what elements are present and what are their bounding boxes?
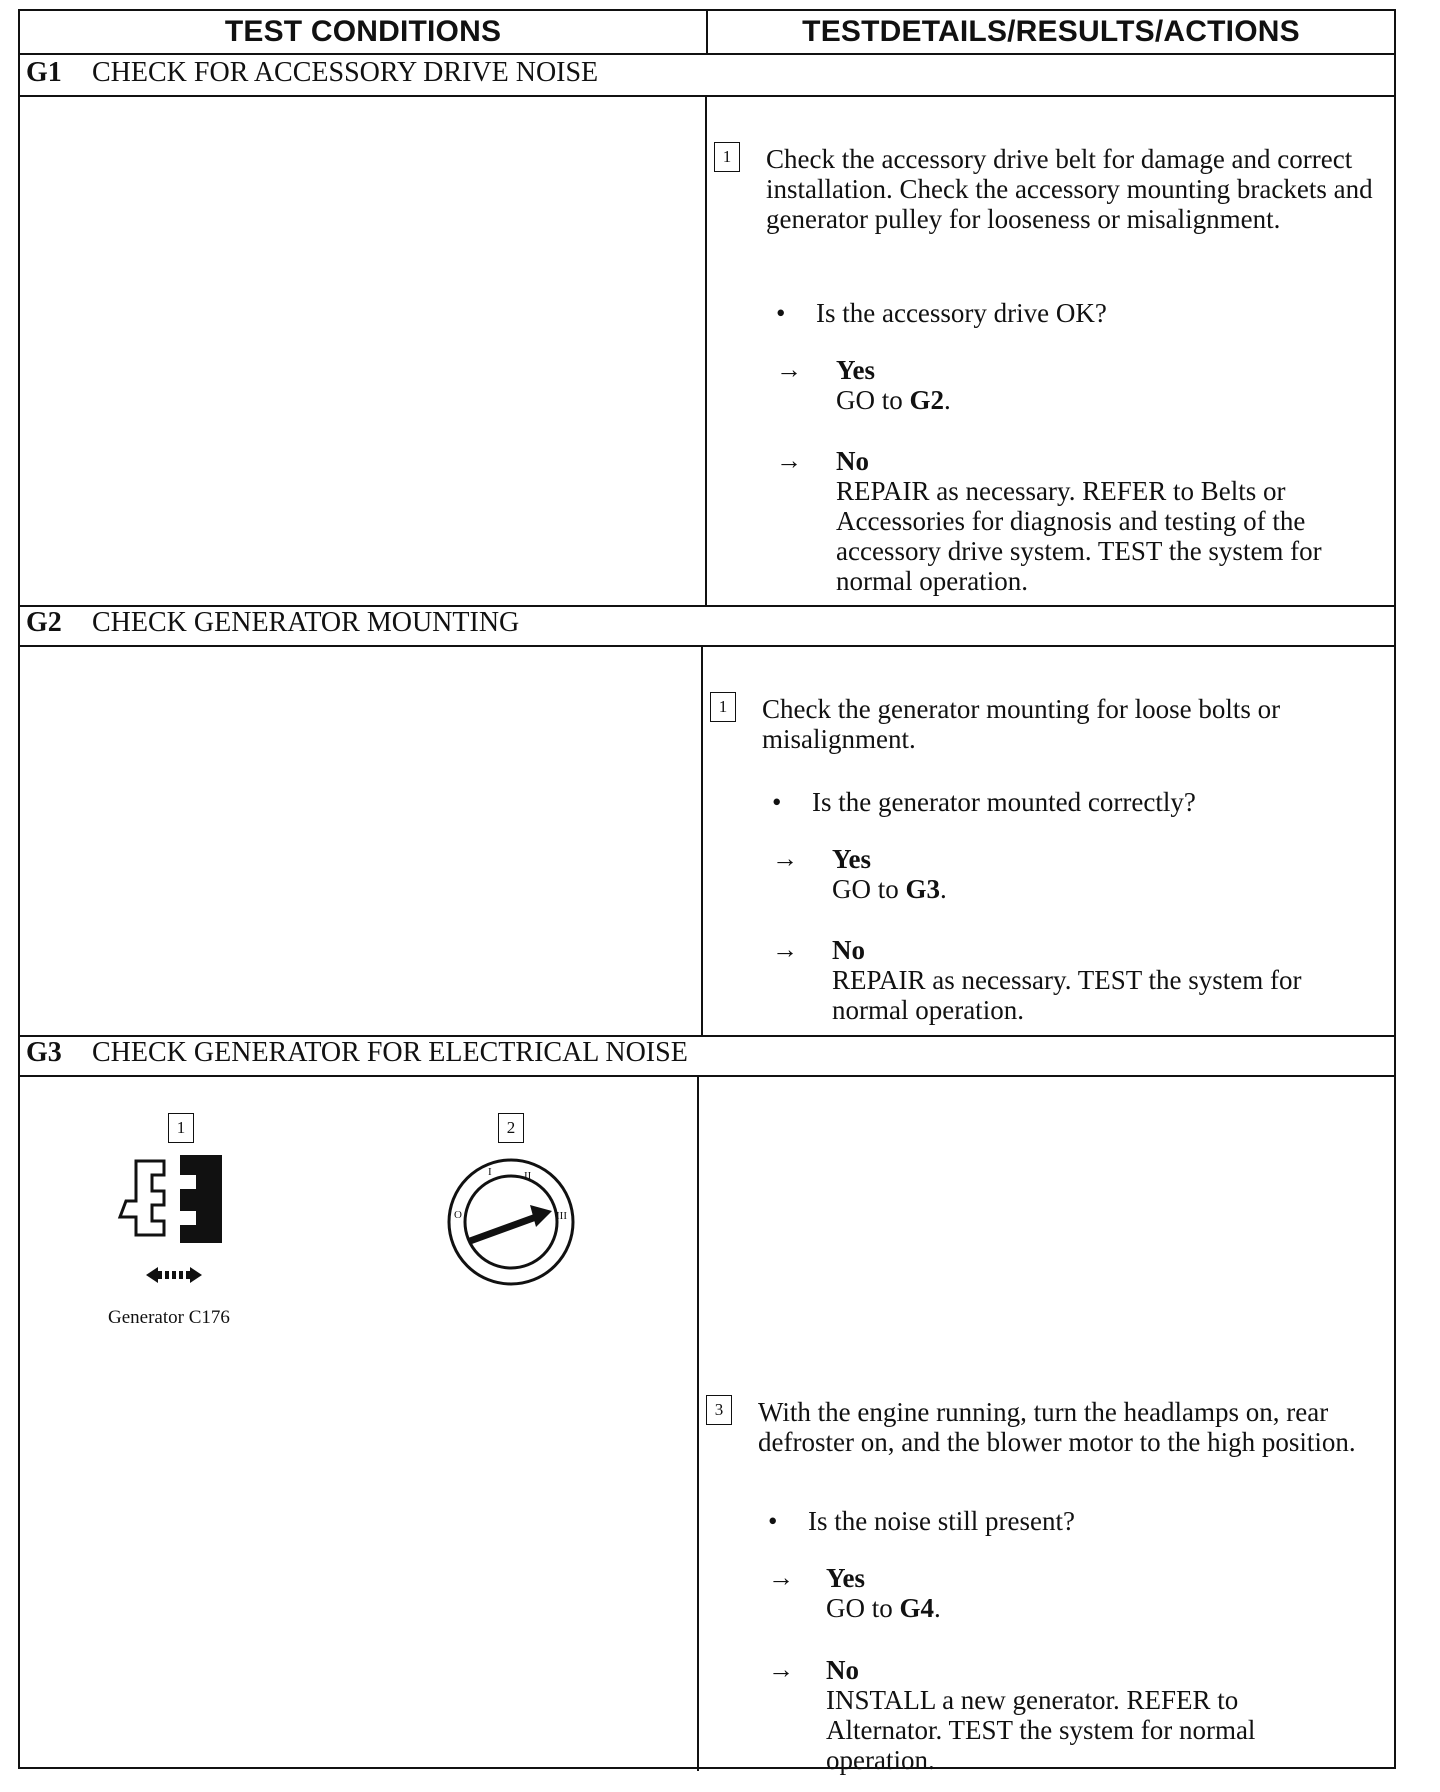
section-title-text: CHECK GENERATOR MOUNTING [92, 607, 520, 638]
no-text: REPAIR as necessary. REFER to Belts or Accessories for diagnosis and testing of the accessory drive system. TEST the system for normal operation. [836, 476, 1322, 596]
connector-icon [112, 1153, 272, 1293]
column-divider [701, 645, 703, 1035]
no-label: No [826, 1655, 859, 1685]
section-code: G3 [26, 1037, 62, 1068]
bullet-icon: • [776, 298, 786, 328]
header-test-conditions: TEST CONDITIONS [224, 15, 502, 48]
figure-number-box: 2 [498, 1113, 524, 1143]
question [776, 298, 1107, 329]
question [772, 787, 1196, 818]
header-test-details: TESTDETAILS/RESULTS/ACTIONS [802, 15, 1300, 48]
section-code: G1 [26, 57, 62, 88]
step-number-box: 3 [706, 1395, 732, 1425]
section-title-g2 [26, 607, 519, 639]
no-text-tail: . TEST the system for normal operation. [826, 1715, 1256, 1775]
answer-no [836, 446, 1366, 596]
test-table [18, 9, 1396, 1775]
divider [20, 1075, 1394, 1077]
arrow-right-icon: → [776, 355, 802, 384]
yes-target: G2 [909, 385, 945, 415]
yes-target: G4 [899, 1593, 935, 1623]
no-label: No [832, 935, 865, 965]
section-code: G2 [26, 607, 62, 638]
answer-yes: Yes GO to G3. [832, 844, 1352, 904]
ign-label-acc: I [488, 1166, 492, 1178]
no-text: REPAIR as necessary. TEST the system for normal operation. [832, 965, 1302, 1025]
yes-label: Yes [832, 844, 871, 874]
yes-text: GO to [836, 385, 903, 415]
yes-text: GO to [832, 874, 899, 904]
arrow-right-icon: → [772, 935, 798, 964]
question-text: Is the generator mounted correctly? [812, 787, 1196, 817]
question-text: Is the accessory drive OK? [816, 298, 1107, 328]
section-title-g1 [26, 57, 598, 89]
column-divider [697, 1075, 699, 1771]
step-instruction: With the engine running, turn the headlamps on, rear defroster on, and the blower motor to the high position. [758, 1397, 1356, 1457]
section-title-text: CHECK GENERATOR FOR ELECTRICAL NOISE [92, 1037, 688, 1068]
divider [20, 645, 1394, 647]
divider [20, 95, 1394, 97]
question-text: Is the noise still present? [808, 1506, 1075, 1536]
column-divider [705, 95, 707, 605]
arrow-right-icon: → [768, 1563, 794, 1592]
ign-label-run: II [524, 1170, 532, 1182]
yes-text: GO to [826, 1593, 893, 1623]
arrow-right-icon: → [776, 446, 802, 475]
arrow-right-icon: → [772, 844, 798, 873]
step-number-box: 1 [710, 692, 736, 722]
no-label: No [836, 446, 869, 476]
answer-no [826, 1655, 1346, 1775]
section-title-g3 [26, 1037, 688, 1069]
section-title-text: CHECK FOR ACCESSORY DRIVE NOISE [92, 57, 599, 88]
bullet-icon: • [772, 787, 782, 817]
column-divider [706, 11, 708, 53]
step-instruction: Check the accessory drive belt for damage and correct installation. Check the accessory mounting brackets and generator pulley for looseness or misalignment. [766, 144, 1373, 234]
yes-label: Yes [826, 1563, 865, 1593]
no-text-ref: Alternator [826, 1715, 936, 1745]
bullet-icon: • [768, 1506, 778, 1536]
yes-target: G3 [905, 874, 941, 904]
arrow-right-icon: → [768, 1655, 794, 1684]
answer-yes: Yes GO to G4. [826, 1563, 1346, 1623]
divider [20, 53, 1394, 55]
figure-number-box: 1 [168, 1113, 194, 1143]
answer-no [832, 935, 1372, 1025]
figure-caption: Generator C176 [108, 1307, 230, 1328]
yes-label: Yes [836, 355, 875, 385]
ignition-switch-icon [444, 1155, 578, 1289]
step-instruction: Check the generator mounting for loose bolts or misalignment. [762, 694, 1281, 754]
step-number-box: 1 [714, 142, 740, 172]
ign-label-start: III [556, 1210, 567, 1222]
question [768, 1506, 1075, 1537]
answer-yes: Yes GO to G2. [836, 355, 1356, 415]
ign-label-off: O [454, 1209, 462, 1221]
no-text: INSTALL a new generator. REFER to [826, 1685, 1239, 1715]
